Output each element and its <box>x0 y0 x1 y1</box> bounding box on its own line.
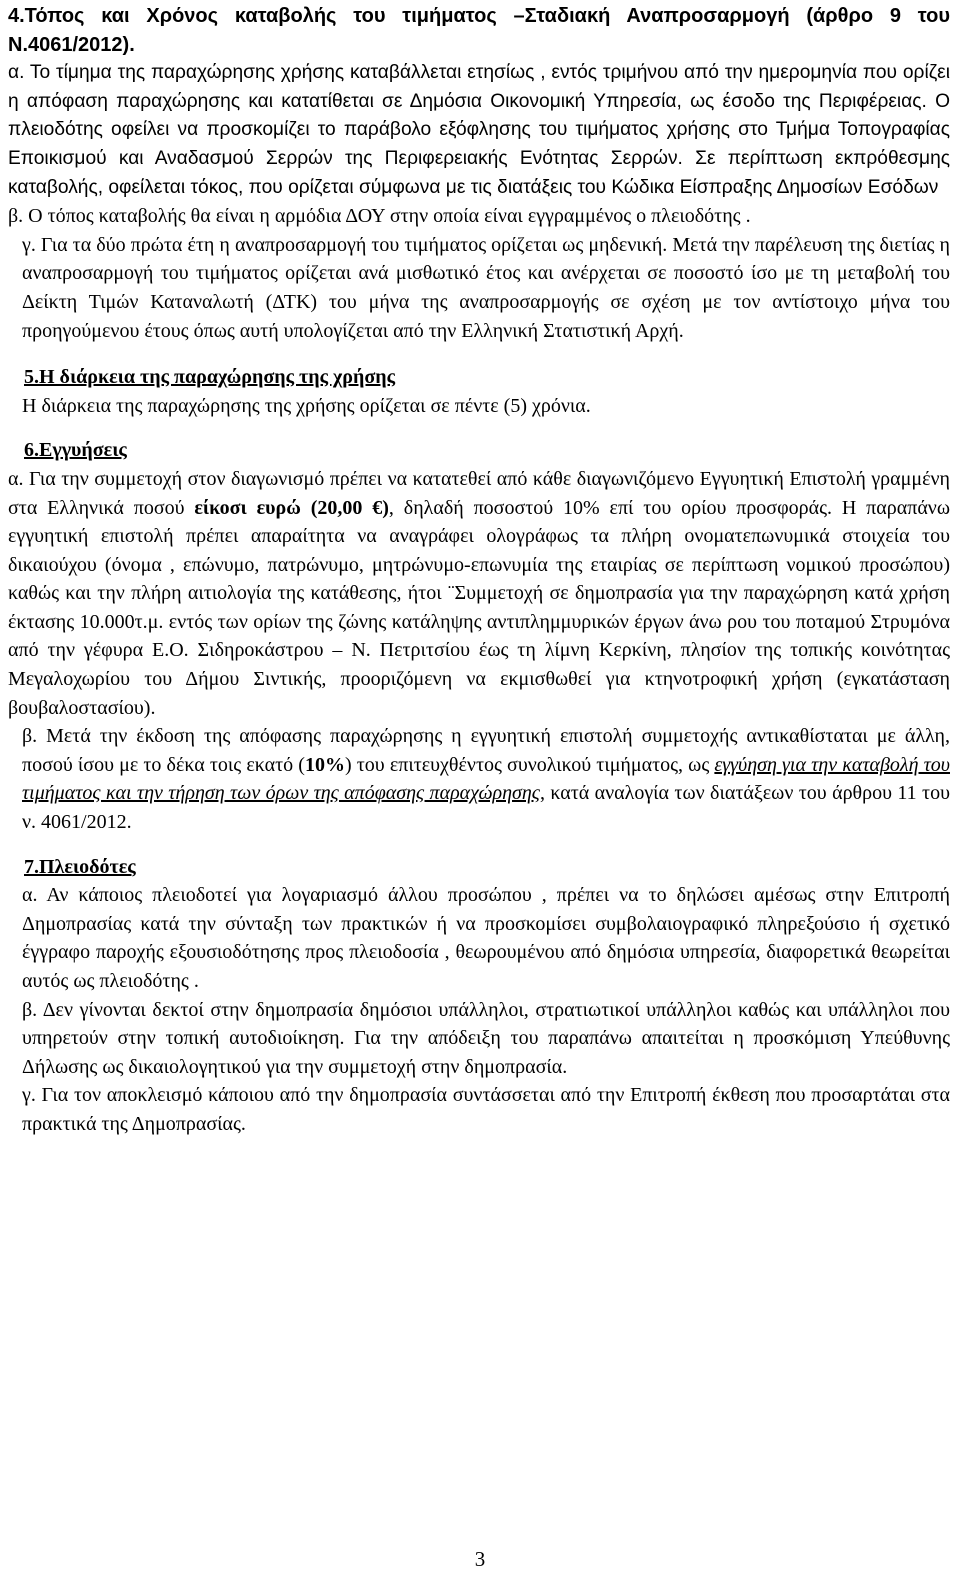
section-6-b-text-mid: ) του επιτευχθέντος συνολικού τιμήματος, ως <box>344 753 715 776</box>
section-6-a-spacer <box>301 497 311 519</box>
section-7-paragraph-g: γ. Για τον αποκλεισμό κάποιου από την δημοπρασία συντάσσεται από την Επιτροπή έκθεση που προσαρτάται στα πρακτικά της Δημοπρασίας. <box>22 1084 950 1135</box>
section-4-a-part3: Σε περίπτωση εκπρόθεσμης καταβολής, οφείλεται τόκος, που ορίζεται σύμφωνα με τις διατάξεις του Κώδικα Είσπραξης Δημοσίων Εσόδων <box>8 147 950 198</box>
section-6-a-amount-number: (20,00 €) <box>310 496 389 519</box>
section-6-paragraph-a <box>8 465 950 722</box>
section-6-paragraph-b <box>8 722 950 836</box>
section-4-paragraph-g: γ. Για τα δύο πρώτα έτη η αναπροσαρμογή του τιμήματος ορίζεται ως μηδενική. Μετά την παρέλευση της διετίας η αναπροσαρμογή του τιμήματος ορίζεται ανά μισθωτικό έτος και ανέρχεται σε ποσοστό ίσο με τη μεταβολή του Δείκτη Τιμών Καταναλωτή (ΔΤΚ) του μήνα της αναπροσαρμογής σε σχέση με τον αντίστοιχο μήνα του προηγούμενου έτους όπως αυτή υπολογίζεται από την Ελληνική Στατιστική Αρχή. <box>22 233 950 342</box>
section-6-a-text-start: α. Για την συμμετοχή στον διαγωνισμό πρέπει να κατατεθεί από κάθε διαγωνιζόμενο Εγγυητική Επιστολή γραμμένη στα Ελληνικά ποσού <box>8 467 950 519</box>
section-7-paragraph-a: α. Αν κάποιος πλειοδοτεί για λογαριασμό άλλου προσώπου , πρέπει να το δηλώσει αμέσως στην Επιτροπή Δημοπρασίας κατά την σύνταξη των πρακτικών ή να προσκομίσει συμβολαιογραφικό πληρεξούσιο ή σχετικό έγγραφο παροχής εξουσιοδότησης προς πλειοδοσία , θεωρουμένου από δημόσια υπηρεσία, διαφορετικά θεωρείται αυτός ως πλειοδότης . <box>22 884 950 992</box>
page-number: 3 <box>474 1547 486 1571</box>
section-6-title: 6.Εγγυήσεις <box>24 439 127 462</box>
section-4-paragraph-b: β. Ο τόπος καταβολής θα είναι η αρμόδια ΔΟΥ στην οποία είναι εγγραμμένος ο πλειοδότης . <box>8 205 751 228</box>
section-5-title: 5.Η διάρκεια της παραχώρησης της χρήσης <box>24 366 396 389</box>
section-6-b-underlined-text: εγγύηση για την καταβολή του τιμήματος και την τήρηση των όρων της απόφασης παραχώρησης <box>22 753 950 805</box>
section-4-a-part2: Ο πλειοδότης οφείλει να προσκομίζει το παράβολο εξόφλησης του τιμήματος χρήσης στο Τμήμα Τοπογραφίας Εποικισμού και Αναδασμού Σερρών της Περιφερειακής Ενότητας Σερρών. <box>8 90 950 169</box>
section-4-title: 4.Τόπος και Χρόνος καταβολής του τιμήματος –Σταδιακή Αναπροσαρμογή (άρθρο 9 του Ν.4061/2012). <box>8 5 950 56</box>
section-6-b-percent: 10% <box>304 753 345 776</box>
section-7-title: 7.Πλειοδότες <box>24 855 136 878</box>
section-6-b-text-end: , κατά αναλογία των διατάξεων του άρθρου 11 του ν. 4061/2012. <box>22 782 950 834</box>
section-4-a-part1: α. Το τίμημα της παραχώρησης χρήσης καταβάλλεται ετησίως , εντός τριμήνου από την ημερομηνία που ορίζει η απόφαση παραχώρησης και κατατίθεται σε Δημόσια Οικονομική Υπηρεσία, ως έσοδο της Περιφέρειας. <box>8 62 950 112</box>
section-7-paragraph-b: β. Δεν γίνονται δεκτοί στην δημοπρασία δημόσιοι υπάλληλοι, στρατιωτικοί υπάλληλοι καθώς και υπάλληλοι που υπηρετούν στην τοπική αυτοδιοίκηση. Για την απόδειξη του παραπάνω απαιτείται η προσκόμιση Υπεύθυνης Δήλωσης ως δικαιολογητικού για την συμμετοχή στην δημοπρασία. <box>22 998 950 1078</box>
section-4-paragraph-a <box>8 59 950 202</box>
section-6-a-amount-words: είκοσι ευρώ <box>194 496 301 519</box>
section-5-text: Η διάρκεια της παραχώρησης της χρήσης ορίζεται σε πέντε (5) χρόνια. <box>22 394 591 417</box>
section-6-b-text-start: β. Μετά την έκδοση της απόφασης παραχώρησης η εγγυητική επιστολή συμμετοχής αντικαθίσταται με άλλη, ποσού ίσου με το δέκα τοις εκατό ( <box>22 725 950 776</box>
section-6-a-text-end: , δηλαδή ποσοστού 10% επί του ορίου προσφοράς. Η παραπάνω εγγυητική επιστολή πρέπει απαραίτητα να αναγράφει ολογράφως τα πλήρη ονοματεπωνυμικά στοιχεία του δικαιούχου (όνομα , επώνυμο, πατρώνυμο, μητρώνυμο-επωνυμία της εταιρίας σε περίπτωση νομικού προσώπου) καθώς και την πλήρη αιτιολογία της κατάθεσης, ήτοι ¨Συμμετοχή σε δημοπρασία για την παραχώρηση κατά χρήση έκτασης 10.000τ.μ. εντός των ορίων της ζώνης κατάληψης αντιπλημμυρικών έργων άνω ρου του ποταμού Στρυμόνα από την γέφυρα Ε.Ο. Σιδηροκάστρου – Ν. Πετριτσίου έως τη λίμνη Κερκίνη, πλησίον της τοπικής κοινότητας Μεγαλοχωρίου του Δήμου Σιντικής, προοριζόμενη να εκμισθωθεί για κτηνοτροφική χρήση (εγκατάσταση βουβαλοστασίου). <box>8 496 951 719</box>
